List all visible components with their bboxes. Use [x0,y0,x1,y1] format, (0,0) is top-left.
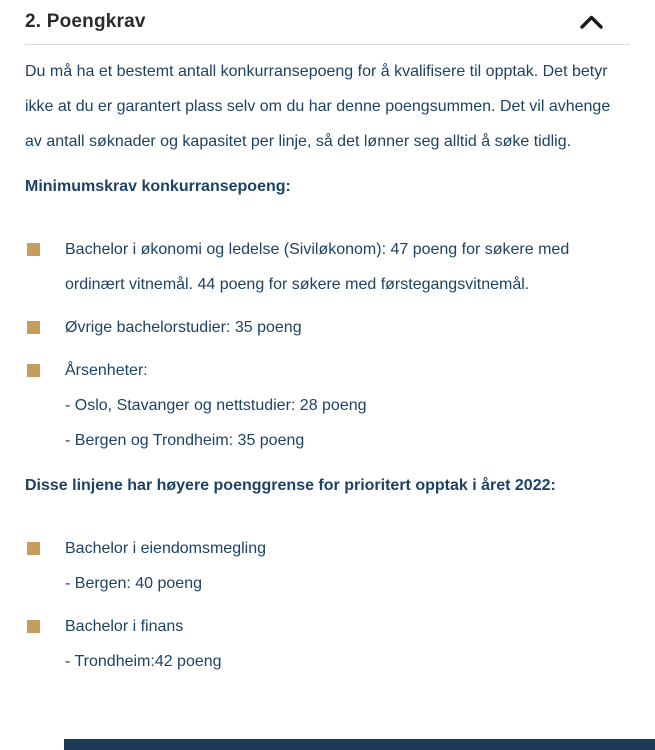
list-item-subline: - Bergen og Trondheim: 35 poeng [65,432,305,449]
bullet-square-icon [27,321,40,334]
bullet-square-icon [27,364,40,377]
footer-section-edge [64,739,655,750]
bullet-square-icon [27,542,40,555]
list-item-subline: - Trondheim:42 poeng [65,653,222,670]
list-item-text: Bachelor i eiendomsmegling [65,540,266,557]
accordion-header[interactable] [0,0,655,35]
list-item [25,609,630,679]
list-item-text: Årsenheter: [65,362,148,379]
section-content [0,45,655,679]
section-title: 2. Poengkrav [25,11,146,32]
list-item [25,353,630,458]
list-item [25,232,630,302]
list-item [25,310,630,345]
bullet-square-icon [27,243,40,256]
list-item-subline: - Bergen: 40 poeng [65,575,202,592]
collapse-section-button[interactable] [580,15,603,29]
minimum-requirements-heading: Minimumskrav konkurransepoeng: [25,178,291,195]
list-item-text: Øvrige bachelorstudier: 35 poeng [65,319,302,336]
priority-threshold-list [25,531,630,679]
list-item [25,531,630,601]
minimum-requirements-list [25,232,630,458]
priority-threshold-heading: Disse linjene har høyere poenggrense for prioritert opptak i året 2022: [25,477,556,494]
list-item-text: Bachelor i økonomi og ledelse (Siviløkonom): 47 poeng for søkere med ordinært vitnemål. 44 poeng for søkere med førstegangsvitnemål. [65,241,570,293]
list-item-subline: - Oslo, Stavanger og nettstudier: 28 poeng [65,397,367,414]
bullet-square-icon [27,620,40,633]
intro-paragraph: Du må ha et bestemt antall konkurransepoeng for å kvalifisere til opptak. Det betyr ikke at du er garantert plass selv om du har denne poengsummen. Det vil avhenge av antall søknader og kapasitet per linje, så det lønner seg alltid å søke tidlig. [25,63,611,150]
list-item-text: Bachelor i finans [65,618,184,635]
chevron-up-icon [580,17,603,32]
